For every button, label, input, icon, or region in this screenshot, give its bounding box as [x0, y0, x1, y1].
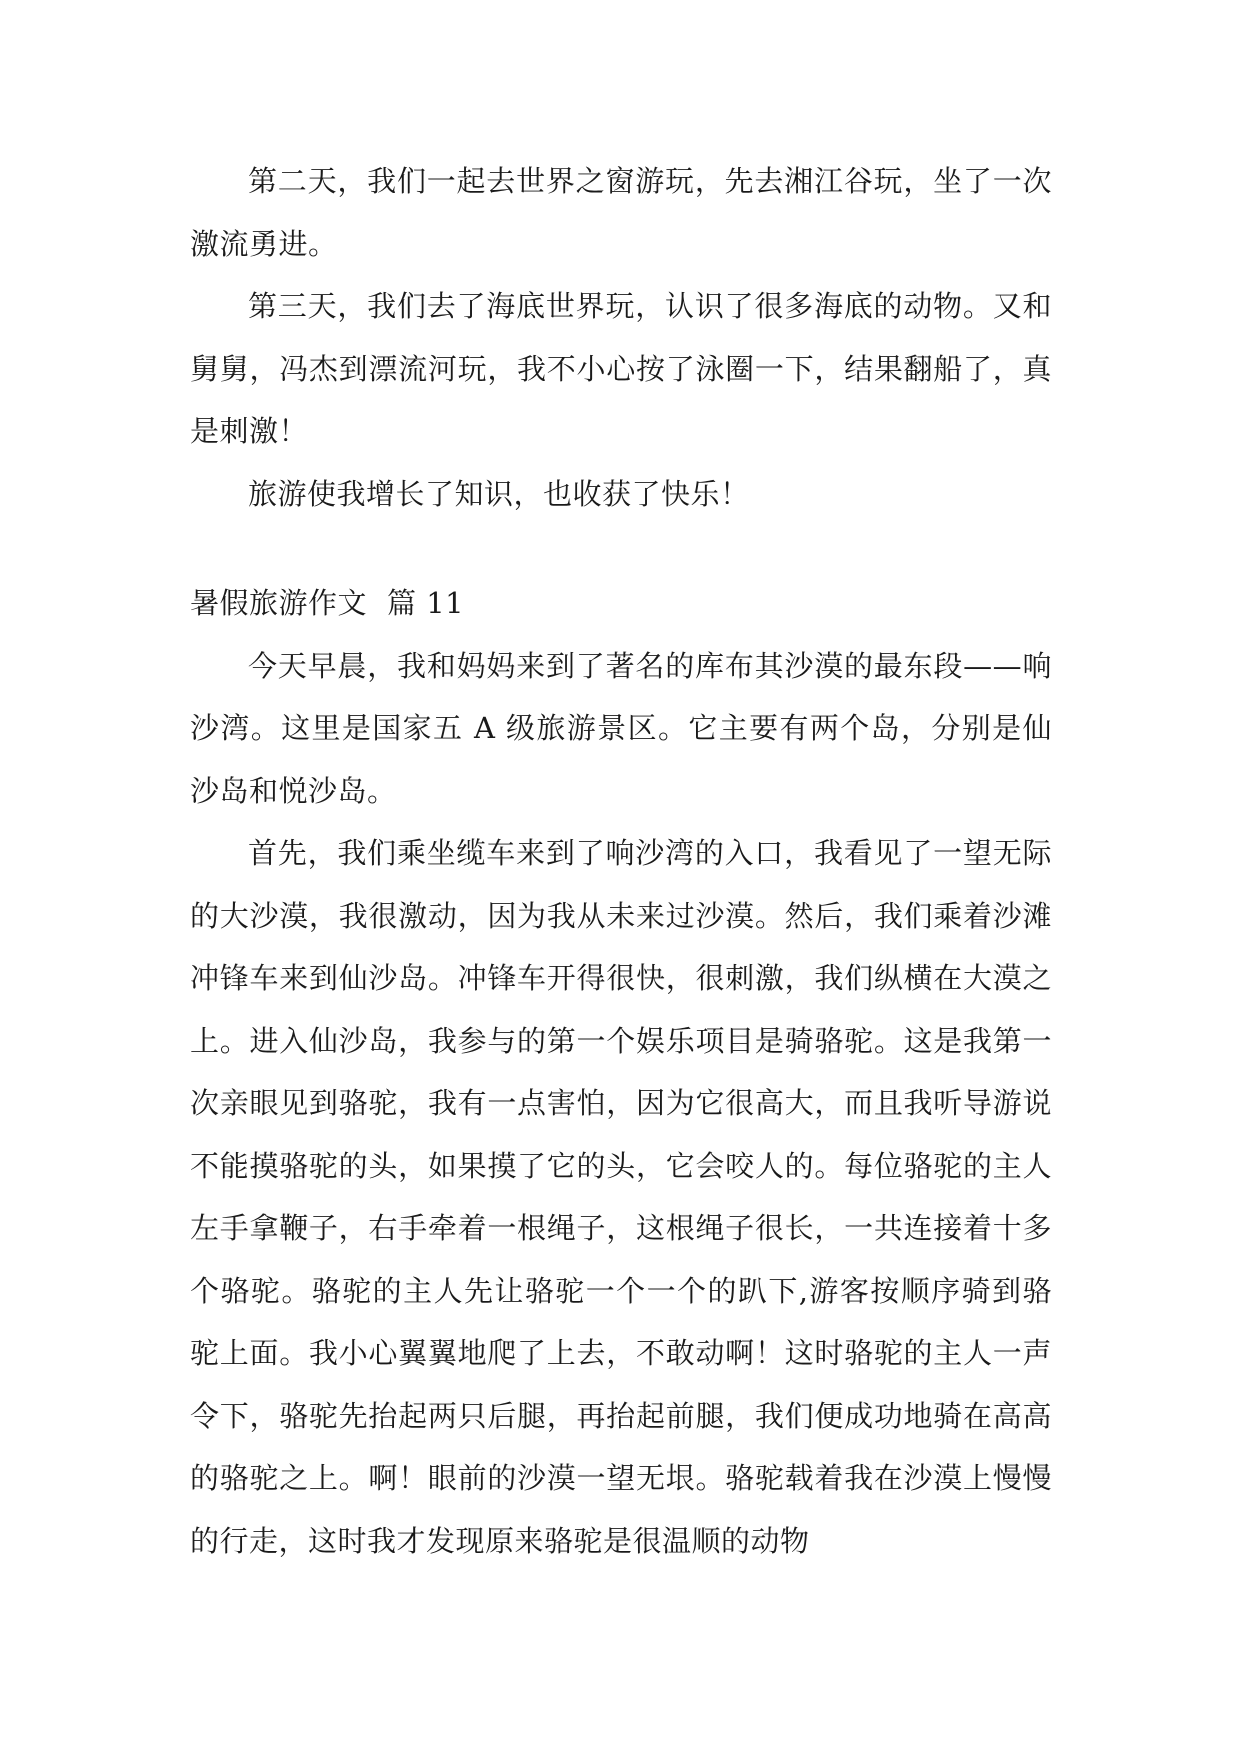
- section-title-text: 暑假旅游作文: [190, 586, 368, 620]
- paragraph: 今天早晨，我和妈妈来到了著名的库布其沙漠的最东段——响沙湾。这里是国家五 A 级旅游景区。它主要有两个岛，分别是仙沙岛和悦沙岛。: [190, 648, 1052, 808]
- section-heading: [190, 572, 1052, 635]
- paragraph: 首先，我们乘坐缆车来到了响沙湾的入口，我看见了一望无际的大沙漠，我很激动，因为我从未来过沙漠。然后，我们乘着沙滩冲锋车来到仙沙岛。冲锋车开得很快，很刺激，我们纵横在大漠之上。进入仙沙岛，我参与的第一个娱乐项目是骑骆驼。这是我第一次亲眼见到骆驼，我有一点害怕，因为它很高大，而且我听导游说不能摸骆驼的头，如果摸了它的头，它会咬人的。每位骆驼的主人左手拿鞭子，右手牵着一根绳子，这根绳子很长，一共连接着十多个骆驼。骆驼的主人先让骆驼一个一个的趴下,游客按顺序骑到骆驼上面。我小心翼翼地爬了上去，不敢动啊！这时骆驼的主人一声令下，骆驼先抬起两只后腿，再抬起前腿，我们便成功地骑在高高的骆驼之上。啊！眼前的沙漠一望无垠。骆驼载着我在沙漠上慢慢的行走，这时我才发现原来骆驼是很温顺的动物: [190, 836, 1052, 1558]
- document-page: [190, 150, 1052, 1572]
- section-number: 篇 11: [387, 586, 465, 620]
- paragraph: 第三天，我们去了海底世界玩，认识了很多海底的动物。又和舅舅，冯杰到漂流河玩，我不小心按了泳圈一下，结果翻船了，真是刺激！: [190, 289, 1052, 448]
- paragraph: 第二天，我们一起去世界之窗游玩，先去湘江谷玩，坐了一次激流勇进。: [190, 164, 1052, 261]
- paragraph: 旅游使我增长了知识，也收获了快乐！: [248, 476, 750, 511]
